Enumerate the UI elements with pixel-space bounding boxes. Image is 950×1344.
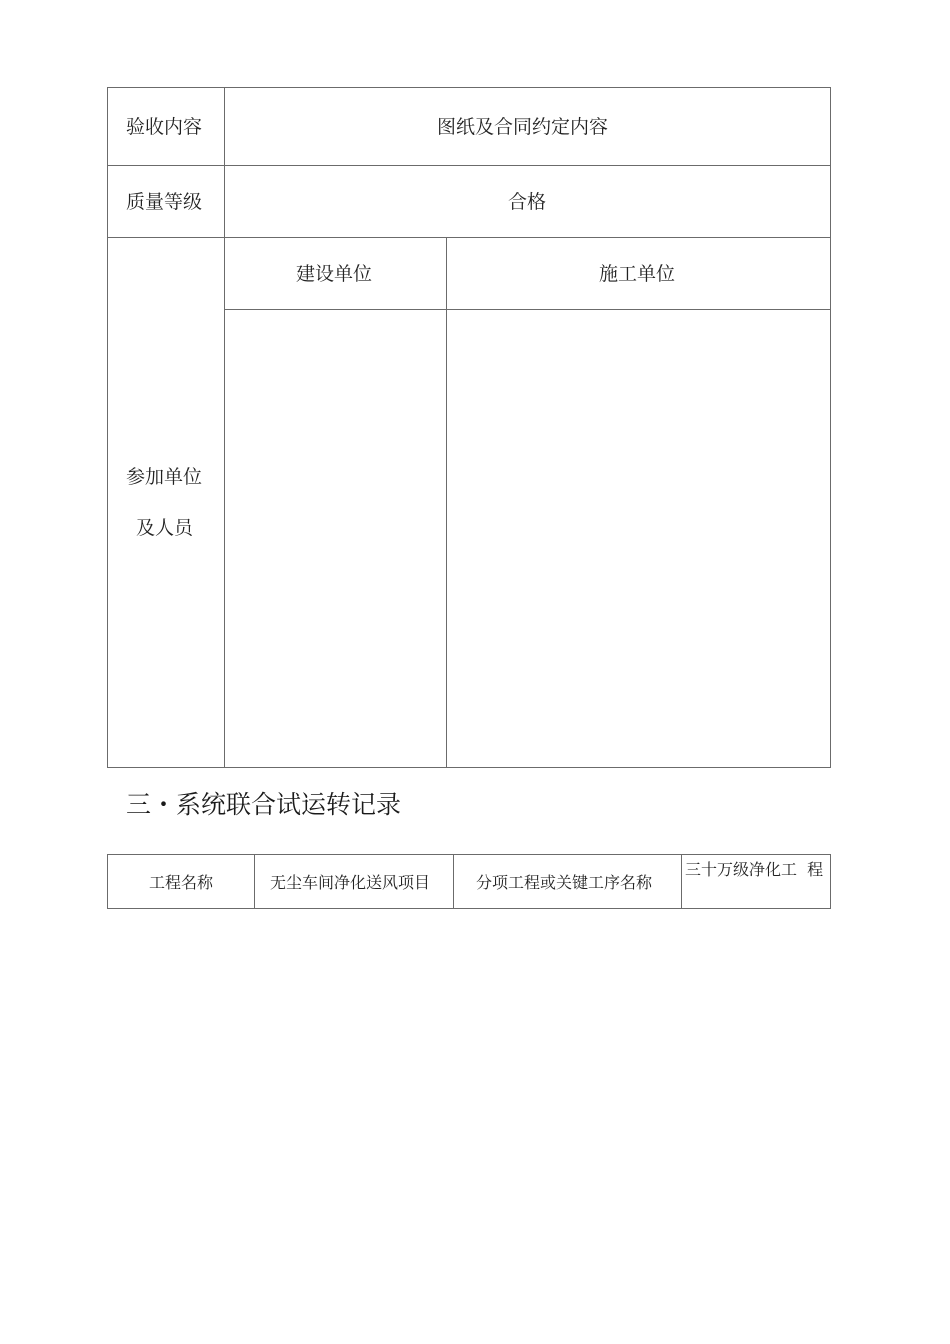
builder-unit-header: 建设单位: [296, 263, 373, 285]
participants-label-line1: 参加单位: [126, 466, 203, 488]
table-column-divider: [254, 854, 255, 909]
contractor-unit-header: 施工单位: [599, 263, 676, 285]
table-border-right: [830, 854, 831, 909]
acceptance-content-value: 图纸及合同约定内容: [437, 116, 609, 138]
participants-label-line2: 及人员: [136, 517, 194, 539]
quality-grade-label: 质量等级: [126, 191, 203, 213]
quality-grade-value: 合格: [508, 191, 547, 213]
table-border-top: [107, 854, 831, 855]
table-border-left: [107, 87, 108, 768]
table-row-divider: [107, 165, 831, 166]
project-name-value: 无尘车间净化送风项目: [270, 873, 431, 892]
table-column-divider: [446, 237, 447, 768]
project-name-label: 工程名称: [149, 873, 214, 892]
section-title: 三・系统联合试运转记录: [126, 790, 402, 819]
table-column-divider: [453, 854, 454, 909]
table-subrow-divider: [224, 309, 831, 310]
table-column-divider: [681, 854, 682, 909]
table-border-top: [107, 87, 831, 88]
acceptance-content-label: 验收内容: [126, 116, 203, 138]
table-border-bottom: [107, 767, 831, 768]
table-border-bottom: [107, 908, 831, 909]
table-column-divider: [224, 87, 225, 768]
table-border-left: [107, 854, 108, 909]
subitem-name-value: 三十万级净化工 程: [685, 860, 824, 879]
table-border-right: [830, 87, 831, 768]
subitem-name-label: 分项工程或关键工序名称: [476, 873, 653, 892]
table-row-divider: [107, 237, 831, 238]
